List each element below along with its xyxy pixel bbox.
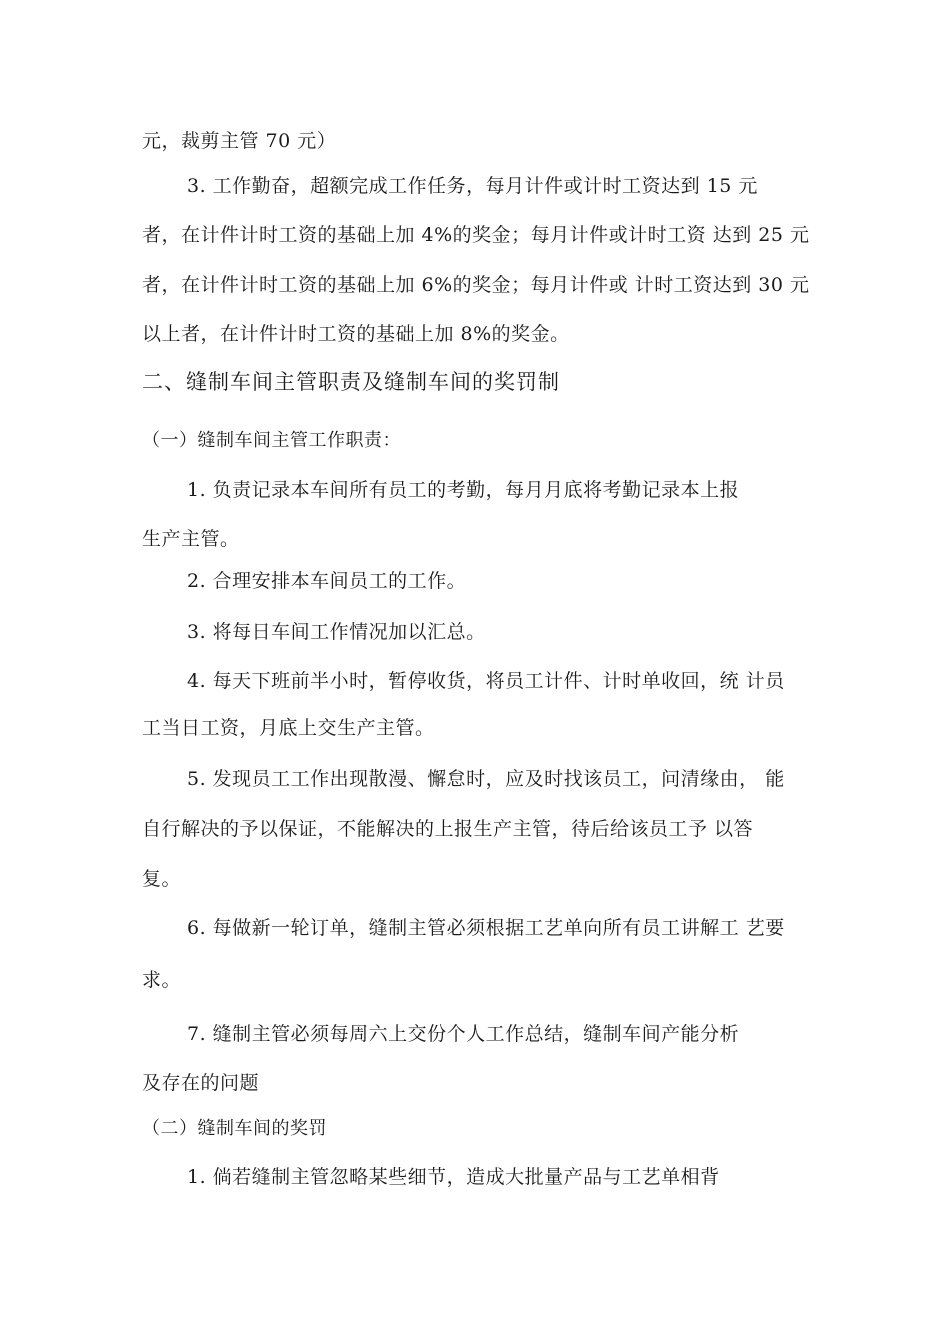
text-line: 1. 倘若缝制主管忽略某些细节，造成大批量产品与工艺单相背 [187,1166,720,1188]
text-line: 元，裁剪主管 70 元） [142,130,337,152]
text-line: 求。 [142,969,182,991]
text-line: 1. 负责记录本车间所有员工的考勤，每月月底将考勤记录本上报 [187,479,740,501]
text-line: 生产主管。 [142,528,240,550]
text-line: 者，在计件计时工资的基础上加 4%的奖金；每月计件或计时工资 达到 25 元 [142,224,810,246]
text-line: 者，在计件计时工资的基础上加 6%的奖金；每月计件或 计时工资达到 30 元 [142,274,810,296]
text-line: 5. 发现员工工作出现散漫、懈怠时，应及时找该员工，问清缘由， 能 [187,768,785,790]
text-line: 6. 每做新一轮订单，缝制主管必须根据工艺单向所有员工讲解工 艺要 [187,917,785,939]
text-line: 7. 缝制主管必须每周六上交份个人工作总结，缝制车间产能分析 [187,1023,740,1045]
text-line: 及存在的问题 [142,1072,260,1094]
text-line: 工当日工资，月底上交生产主管。 [142,717,435,739]
text-line: 3. 将每日车间工作情况加以汇总。 [187,621,486,643]
text-line: 自行解决的予以保证，不能解决的上报生产主管，待后给该员工予 以答 [142,818,754,840]
section-heading: 二、缝制车间主管职责及缝制车间的奖罚制 [142,370,560,394]
text-line: 2. 合理安排本车间员工的工作。 [187,570,467,592]
text-line: 复。 [142,868,182,890]
subsection-heading: （二）缝制车间的奖罚 [142,1118,327,1139]
text-line: 4. 每天下班前半小时，暂停收货，将员工计件、计时单收回，统 计员 [187,670,785,692]
text-line: 以上者，在计件计时工资的基础上加 8%的奖金。 [142,323,570,345]
subsection-heading: （一）缝制车间主管工作职责： [142,430,401,451]
text-line: 3. 工作勤奋，超额完成工作任务，每月计件或计时工资达到 15 元 [187,175,758,197]
